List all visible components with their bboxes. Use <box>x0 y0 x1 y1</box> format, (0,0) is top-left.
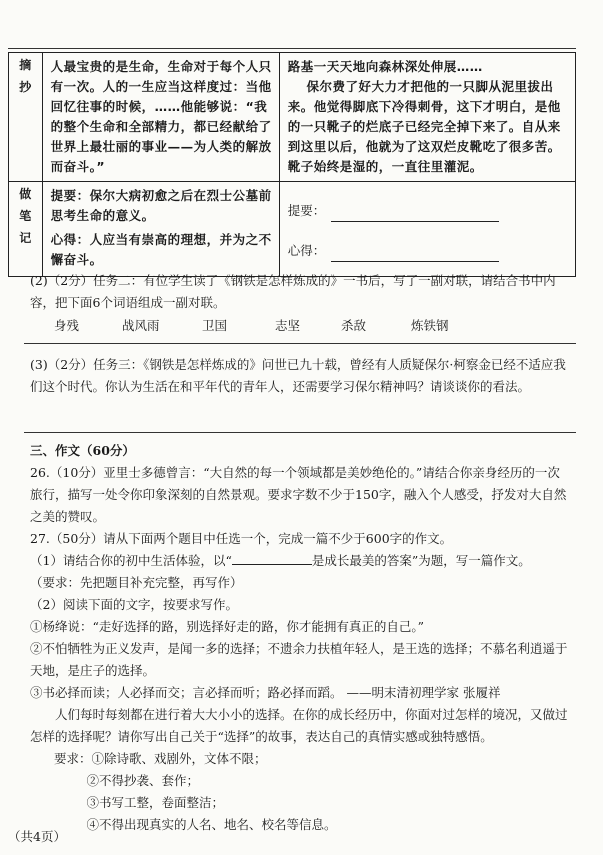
excerpt-right: 路基一天天地向森林深处伸展…… 保尔费了好大力才把他的一只脚从泥里拔出来。他觉得脚底下冷得刺骨，这下才明白，是他的一只靴子的烂底子已经完全掉下来了。自从来到这里以后，他就为了这双烂皮靴吃了很多苦。靴子始终是湿的，一直往里灌泥。 <box>279 53 575 182</box>
summary-field[interactable]: 提要： <box>288 200 567 222</box>
top-rule <box>8 48 576 49</box>
notes-right <box>279 182 575 277</box>
answer-line[interactable] <box>24 432 576 433</box>
insight-blank[interactable] <box>331 247 499 262</box>
title-blank[interactable] <box>232 552 312 565</box>
option1-requirement: （要求：先把题目补充完整，再写作） <box>30 575 243 590</box>
section-heading: 三、作文（60分） <box>30 443 135 458</box>
q2-word-list <box>54 316 554 334</box>
word-item: 志坚 <box>275 318 301 333</box>
q2-text: (2)（2分）任务二：有位学生读了《钢铁是怎样炼成的》一书后，写了一副对联，请结合书中内容，把下面6个词语组成一副对联。 <box>30 273 556 310</box>
word-item: 卫国 <box>202 318 228 333</box>
notes-left: 提要：保尔大病初愈之后在烈士公墓前思考生命的意义。 心得：人应当有崇高的理想，并为之不懈奋斗。 <box>42 182 279 277</box>
insight-field[interactable]: 心得： <box>288 240 567 262</box>
quote-3: ③书必择而读；人必择而交；言必择而听；路必择而蹈。 ——明末清初理学家 张履祥 <box>30 685 501 700</box>
option1-text: （1）请结合你的初中生活体验，以“ 是成长最美的答案”为题，写一篇作文。 <box>30 553 531 568</box>
prompt-text: 人们每时每刻都在进行着大大小小的选择。在你的成长经历中，你面对过怎样的境况，又做过怎样的选择呢？请你写出自己关于“选择”的故事，表达自己的真情实感或独特感悟。 <box>30 707 568 744</box>
option2-text: （2）阅读下面的文字，按要求写作。 <box>30 597 238 612</box>
excerpt-row-label: 摘 抄 <box>9 53 43 182</box>
word-item: 炼铁钢 <box>411 318 449 333</box>
notes-row-label: 做 笔 记 <box>9 182 43 277</box>
word-item: 身残 <box>54 318 80 333</box>
quote-1: ①杨绛说：“走好选择的路，别选择好走的路，你才能拥有真正的自己。” <box>30 619 425 634</box>
word-item: 杀敌 <box>341 318 367 333</box>
requirements <box>54 748 554 836</box>
answer-line[interactable] <box>24 343 576 344</box>
page-footer: （共4页） <box>8 829 66 844</box>
requirement-item: ④不得出现真实的人名、地名、校名等信息。 <box>86 817 337 832</box>
excerpt-left: 人最宝贵的是生命，生命对于每个人只有一次。人的一生应当这样度过：当他回忆往事的时候，……他能够说：“我的整个生命和全部精力，都已经献给了世界上最壮丽的事业——为人类的解放而奋斗。” <box>42 53 279 182</box>
summary-blank[interactable] <box>331 207 499 222</box>
q26-text: 26.（10分）亚里士多德曾言：“大自然的每一个领域都是美妙绝伦的。”请结合你亲身经历的一次旅行，描写一处令你印象深刻的自然景观。要求字数不少于150字，融入个人感受，抒发对大自然之美的赞叹。 <box>30 465 567 524</box>
excerpt-row <box>9 53 576 182</box>
notes-row <box>9 182 576 277</box>
word-item: 战风雨 <box>122 318 160 333</box>
reading-notes-table <box>8 52 576 277</box>
q27-text: 27.（50分）请从下面两个题目中任选一个，完成一篇不少于600字的作文。 <box>30 531 453 546</box>
requirement-item: ③书写工整，卷面整洁； <box>86 795 225 810</box>
quote-2: ②不怕牺牲为正义发声，是闻一多的选择；不遗余力扶植年轻人，是王选的选择；不慕名利逍遥于天地，是庄子的选择。 <box>30 641 568 678</box>
requirement-item: 要求：①除诗歌、戏剧外，文体不限； <box>54 751 267 766</box>
q3-text: (3)（2分）任务三：《钢铁是怎样炼成的》问世已九十载，曾经有人质疑保尔·柯察金已经不适应我们这个时代。你认为生活在和平年代的青年人，还需要学习保尔精神吗？请谈谈你的看法。 <box>30 357 566 394</box>
requirement-item: ②不得抄袭、套作； <box>86 773 200 788</box>
